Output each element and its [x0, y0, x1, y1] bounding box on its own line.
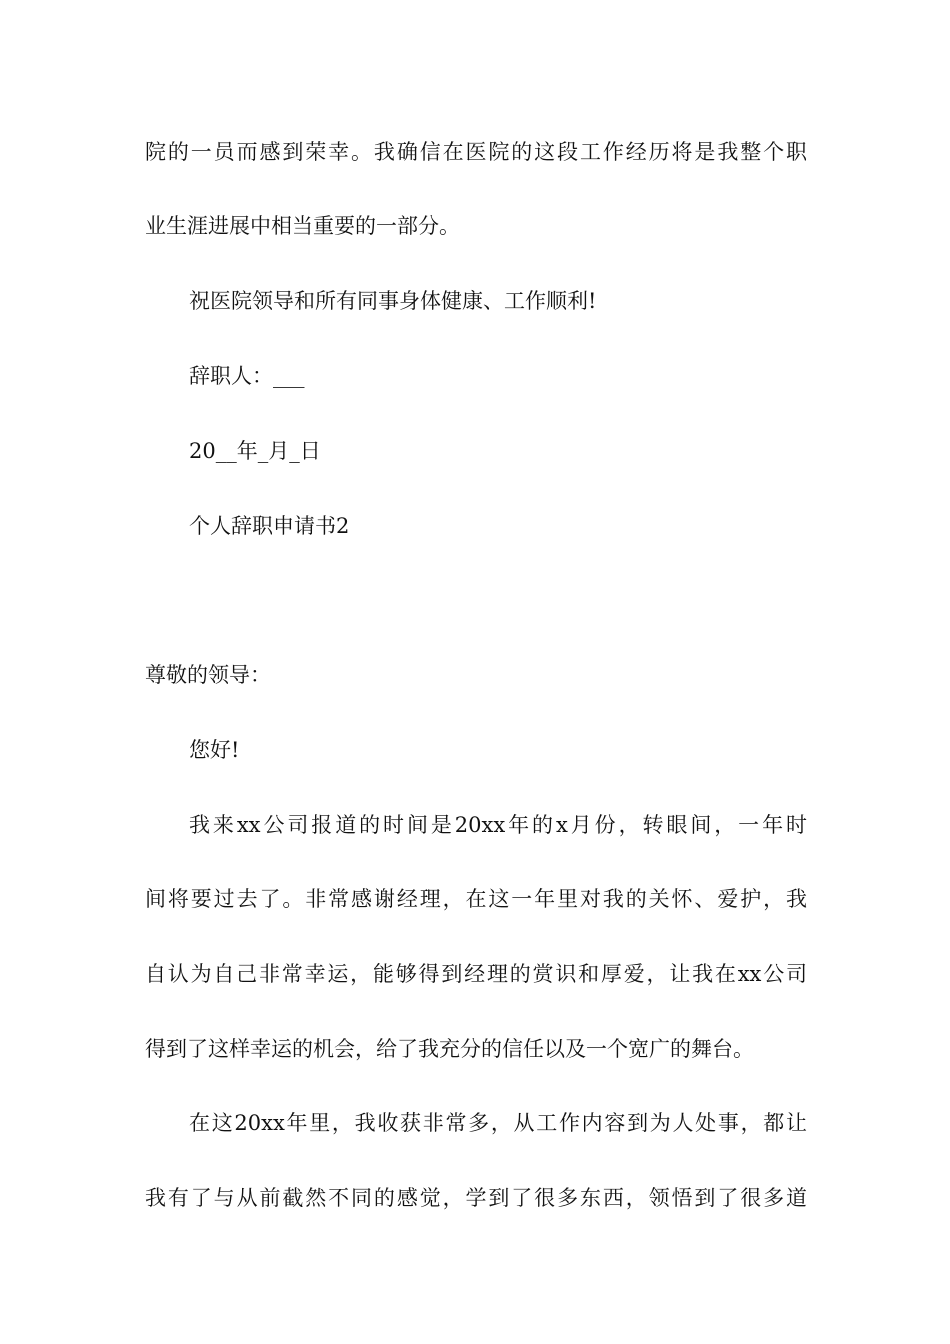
- body-line-3: 我来xx公司报道的时间是20xx年的x月份，转眼间，一年时: [189, 813, 807, 837]
- closing-wishes: 祝医院领导和所有同事身体健康、工作顺利!: [189, 289, 597, 313]
- greeting: 您好!: [189, 738, 240, 762]
- body-line-8: 我有了与从前截然不同的感觉，学到了很多东西，领悟到了很多道: [145, 1186, 807, 1210]
- body-line-4: 间将要过去了。非常感谢经理，在这一年里对我的关怀、爱护，我: [145, 887, 807, 911]
- body-line-5: 自认为自己非常幸运，能够得到经理的赏识和厚爱，让我在xx公司: [145, 962, 807, 986]
- salutation: 尊敬的领导：: [145, 663, 271, 687]
- date-line: 20__年_月_日: [189, 439, 321, 463]
- section-title: 个人辞职申请书2: [189, 514, 350, 538]
- body-line-1: 院的一员而感到荣幸。我确信在医院的这段工作经历将是我整个职: [145, 140, 807, 164]
- body-line-6: 得到了这样幸运的机会，给了我充分的信任以及一个宽广的舞台。: [145, 1037, 754, 1061]
- body-line-7: 在这20xx年里，我收获非常多，从工作内容到为人处事，都让: [189, 1111, 807, 1135]
- body-line-2: 业生涯进展中相当重要的一部分。: [145, 214, 460, 238]
- signature-line: 辞职人：___: [189, 364, 305, 388]
